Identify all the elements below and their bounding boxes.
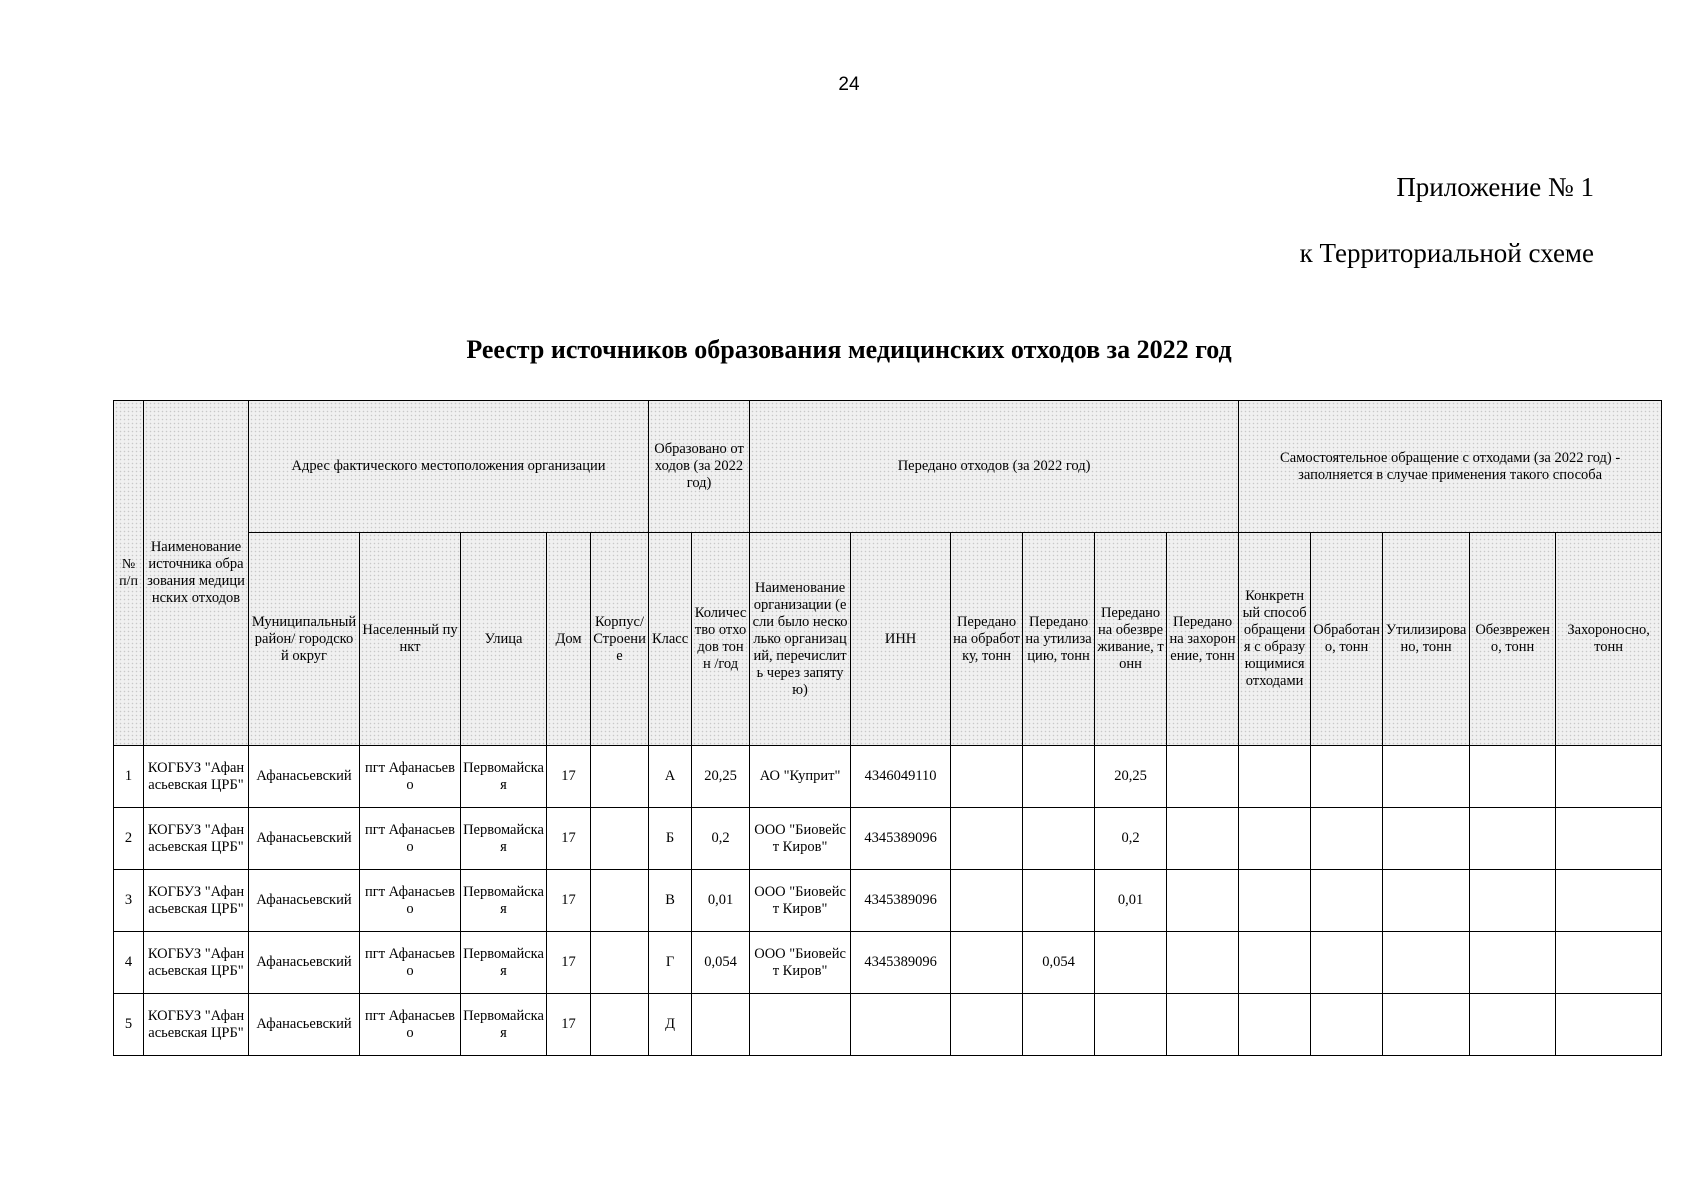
cell-municipal: Афанасьевский: [249, 746, 360, 808]
cell-to-neutralization: [1095, 932, 1167, 994]
cell-to-utilization: [1023, 870, 1095, 932]
cell-to-neutralization: 0,2: [1095, 808, 1167, 870]
cell-to-burial: [1167, 932, 1239, 994]
cell-num: 1: [114, 746, 144, 808]
header-address-group: Адрес фактического местоположения организации: [249, 401, 649, 533]
table-header: [114, 401, 1662, 746]
cell-settlement: пгт Афанасьево: [360, 870, 461, 932]
cell-buried: [1556, 746, 1662, 808]
cell-settlement: пгт Афанасьево: [360, 994, 461, 1056]
cell-org: ООО "Биовейст Киров": [750, 932, 851, 994]
cell-quantity: 20,25: [692, 746, 750, 808]
cell-inn: 4345389096: [851, 808, 951, 870]
header-to-processing: Передано на обработку, тонн: [951, 533, 1023, 746]
cell-to-burial: [1167, 746, 1239, 808]
table-row: [114, 870, 1662, 932]
header-to-neutralization: Передано на обезвреживание, тонн: [1095, 533, 1167, 746]
table-row: [114, 808, 1662, 870]
cell-class: Г: [649, 932, 692, 994]
header-building: Корпус/ Строение: [591, 533, 649, 746]
cell-utilized: [1383, 932, 1470, 994]
cell-municipal: Афанасьевский: [249, 994, 360, 1056]
cell-buried: [1556, 994, 1662, 1056]
cell-org: АО "Куприт": [750, 746, 851, 808]
cell-class: В: [649, 870, 692, 932]
cell-specific-method: [1239, 932, 1311, 994]
cell-municipal: Афанасьевский: [249, 870, 360, 932]
cell-num: 3: [114, 870, 144, 932]
cell-neutralized: [1470, 746, 1556, 808]
cell-processed: [1311, 870, 1383, 932]
cell-specific-method: [1239, 746, 1311, 808]
cell-to-burial: [1167, 994, 1239, 1056]
cell-source: КОГБУЗ "Афанасьевская ЦРБ": [144, 870, 249, 932]
cell-neutralized: [1470, 870, 1556, 932]
cell-quantity: 0,054: [692, 932, 750, 994]
cell-to-processing: [951, 994, 1023, 1056]
cell-municipal: Афанасьевский: [249, 808, 360, 870]
cell-neutralized: [1470, 808, 1556, 870]
cell-specific-method: [1239, 994, 1311, 1056]
cell-house: 17: [547, 870, 591, 932]
appendix-label: Приложение № 1: [1396, 172, 1594, 202]
cell-house: 17: [547, 994, 591, 1056]
cell-street: Первомайская: [461, 994, 547, 1056]
header-street: Улица: [461, 533, 547, 746]
cell-to-processing: [951, 932, 1023, 994]
header-org-name: Наименование организации (если было несколько организаций, перечислить через запятую): [750, 533, 851, 746]
cell-org: [750, 994, 851, 1056]
cell-street: Первомайская: [461, 808, 547, 870]
page-number: 24: [838, 74, 860, 95]
cell-class: Д: [649, 994, 692, 1056]
cell-specific-method: [1239, 870, 1311, 932]
cell-to-burial: [1167, 870, 1239, 932]
registry-table: [113, 400, 1662, 1056]
cell-num: 5: [114, 994, 144, 1056]
cell-specific-method: [1239, 808, 1311, 870]
cell-to-neutralization: 0,01: [1095, 870, 1167, 932]
cell-to-processing: [951, 808, 1023, 870]
header-transferred-group: Передано отходов (за 2022 год): [750, 401, 1239, 533]
header-inn: ИНН: [851, 533, 951, 746]
header-to-burial: Передано на захоронение, тонн: [1167, 533, 1239, 746]
cell-inn: 4345389096: [851, 870, 951, 932]
cell-source: КОГБУЗ "Афанасьевская ЦРБ": [144, 808, 249, 870]
header-class: Класс: [649, 533, 692, 746]
header-house: Дом: [547, 533, 591, 746]
cell-inn: 4345389096: [851, 932, 951, 994]
cell-neutralized: [1470, 994, 1556, 1056]
cell-quantity: [692, 994, 750, 1056]
cell-to-burial: [1167, 808, 1239, 870]
cell-processed: [1311, 994, 1383, 1056]
cell-neutralized: [1470, 932, 1556, 994]
cell-processed: [1311, 746, 1383, 808]
cell-utilized: [1383, 994, 1470, 1056]
cell-quantity: 0,01: [692, 870, 750, 932]
cell-inn: 4346049110: [851, 746, 951, 808]
cell-to-utilization: [1023, 808, 1095, 870]
header-neutralized: Обезврежено, тонн: [1470, 533, 1556, 746]
table-row: [114, 932, 1662, 994]
cell-building: [591, 808, 649, 870]
cell-source: КОГБУЗ "Афанасьевская ЦРБ": [144, 932, 249, 994]
cell-org: ООО "Биовейст Киров": [750, 870, 851, 932]
cell-to-neutralization: 20,25: [1095, 746, 1167, 808]
cell-source: КОГБУЗ "Афанасьевская ЦРБ": [144, 746, 249, 808]
cell-quantity: 0,2: [692, 808, 750, 870]
cell-building: [591, 994, 649, 1056]
header-source-name: Наименование источника образования медицинских отходов: [144, 401, 249, 746]
cell-utilized: [1383, 746, 1470, 808]
cell-building: [591, 746, 649, 808]
cell-house: 17: [547, 932, 591, 994]
header-self-handling-group: Самостоятельное обращение с отходами (за 2022 год) - заполняется в случае применения такого способа: [1239, 401, 1662, 533]
header-quantity: Количество отходов тонн /год: [692, 533, 750, 746]
cell-inn: [851, 994, 951, 1056]
document-title: Реестр источников образования медицинских отходов за 2022 год: [466, 335, 1232, 364]
cell-house: 17: [547, 808, 591, 870]
cell-to-utilization: [1023, 746, 1095, 808]
cell-buried: [1556, 808, 1662, 870]
cell-utilized: [1383, 808, 1470, 870]
cell-buried: [1556, 932, 1662, 994]
table-body: [114, 746, 1662, 1056]
header-utilized: Утилизировано, тонн: [1383, 533, 1470, 746]
cell-org: ООО "Биовейст Киров": [750, 808, 851, 870]
cell-to-processing: [951, 870, 1023, 932]
cell-class: Б: [649, 808, 692, 870]
table-row: [114, 994, 1662, 1056]
header-processed: Обработано, тонн: [1311, 533, 1383, 746]
cell-utilized: [1383, 870, 1470, 932]
cell-processed: [1311, 932, 1383, 994]
header-settlement: Населенный пункт: [360, 533, 461, 746]
header-specific-method: Конкретный способ обращения с образующимися отходами: [1239, 533, 1311, 746]
cell-to-processing: [951, 746, 1023, 808]
header-buried: Захороносно, тонн: [1556, 533, 1662, 746]
cell-processed: [1311, 808, 1383, 870]
cell-street: Первомайская: [461, 746, 547, 808]
cell-to-utilization: [1023, 994, 1095, 1056]
cell-num: 2: [114, 808, 144, 870]
cell-street: Первомайская: [461, 932, 547, 994]
header-generated-group: Образовано отходов (за 2022 год): [649, 401, 750, 533]
cell-settlement: пгт Афанасьево: [360, 932, 461, 994]
cell-municipal: Афанасьевский: [249, 932, 360, 994]
cell-building: [591, 932, 649, 994]
cell-street: Первомайская: [461, 870, 547, 932]
appendix-subtitle: к Территориальной схеме: [1299, 238, 1594, 268]
cell-num: 4: [114, 932, 144, 994]
cell-class: А: [649, 746, 692, 808]
cell-buried: [1556, 870, 1662, 932]
cell-settlement: пгт Афанасьево: [360, 746, 461, 808]
header-municipal: Муниципальный район/ городской округ: [249, 533, 360, 746]
cell-to-neutralization: [1095, 994, 1167, 1056]
cell-source: КОГБУЗ "Афанасьевская ЦРБ": [144, 994, 249, 1056]
header-to-utilization: Передано на утилизацию, тонн: [1023, 533, 1095, 746]
cell-building: [591, 870, 649, 932]
cell-house: 17: [547, 746, 591, 808]
cell-to-utilization: 0,054: [1023, 932, 1095, 994]
header-num: № п/п: [114, 401, 144, 746]
cell-settlement: пгт Афанасьево: [360, 808, 461, 870]
table-row: [114, 746, 1662, 808]
